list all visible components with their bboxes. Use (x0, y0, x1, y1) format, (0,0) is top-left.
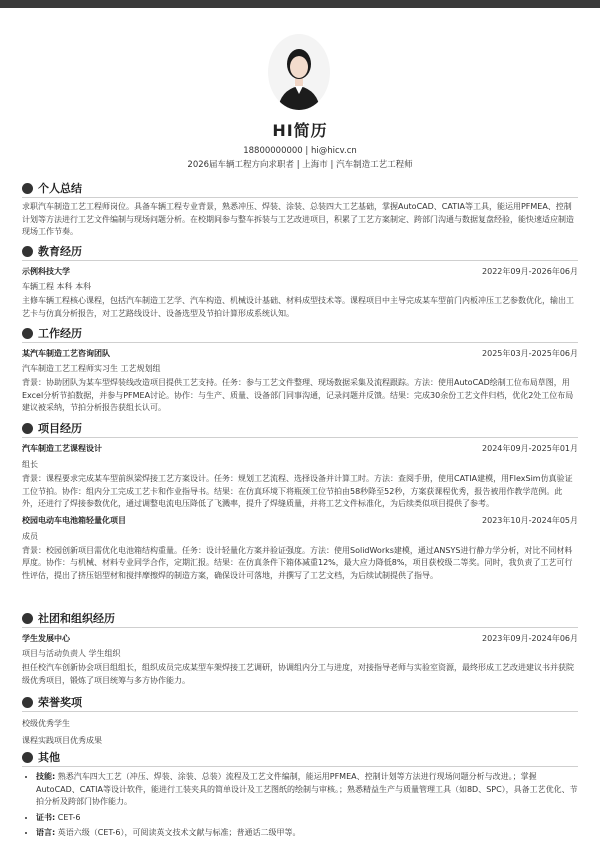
education-section (22, 244, 578, 320)
section-title: 社团和组织经历 (38, 612, 115, 625)
project-desc: 背景：校园创新项目需优化电池箱结构重量。任务：设计轻量化方案并验证强度。方法：使用SolidWorks建模，通过ANSYS进行静力学分析，对比不同材料厚度。协作：与机械、材料专业同学合作，定期汇报。结果：在仿真条件下箱体减重12%，最大应力降低8%，项目获校级二等奖。同时，我负责了工艺可行性评估，提出了挤压铝型材和搅拌摩擦焊的制造方案，确保设计可落地，并撰写了工艺文档，为后续试制提供了指导。 (22, 545, 573, 580)
briefcase-icon (22, 328, 33, 339)
section-header (22, 421, 578, 438)
skill-label: 技能: (36, 772, 56, 781)
section-header (22, 750, 578, 767)
work-desc: 背景：协助团队为某车型焊装线改造项目提供工艺支持。任务：参与工艺文件整理、现场数据采集及流程跟踪。方法：使用AutoCAD绘制工位布局草图，用Excel分析节拍数据，并参与PFMEA讨论。协作：与生产、质量、设备部门同事沟通，记录问题并反馈。结果：完成30余份工艺文件归档，优化2处工位布局建议被采纳，节拍分析报告获组长认可。 (22, 378, 574, 412)
org-name: 学生发展中心 (22, 634, 70, 643)
work-date: 2025年03月-2025年06月 (482, 349, 578, 358)
education-row (22, 265, 578, 278)
org-desc: 担任校汽车创新协会项目组组长，组织成员完成某型车架焊接工艺调研，协调组内分工与进度，对接指导老师与实验室资源，最终形成工艺改进建议书并获院级优秀项目，锻炼了项目统筹与多方协作能力。 (22, 663, 574, 685)
education-icon (22, 246, 33, 257)
summary-text: 求职汽车制造工艺工程师岗位。具备车辆工程专业背景，熟悉冲压、焊装、涂装、总装四大工艺基础，掌握AutoCAD、CATIA等工具，能运用PFMEA、控制计划等方法进行工艺文件编制与现场问题分析。在校期间参与整车拆装与工艺改进项目，积累了工艺方案制定、跨部门沟通与数据复盘经验，能快速适应制造现场工作节奏。 (22, 202, 574, 236)
resume-name: HI简历 (272, 121, 328, 140)
org-row (22, 632, 578, 645)
other-list (22, 771, 578, 840)
contact-target: 2026届车辆工程方向求职者 | 上海市 | 汽车制造工艺工程师 (187, 160, 413, 170)
list-item (36, 771, 578, 809)
avatar (268, 34, 330, 110)
section-header (22, 326, 578, 343)
project-icon (22, 423, 33, 434)
project-role: 组长 (22, 460, 38, 469)
education-desc: 主修车辆工程核心课程，包括汽车制造工艺学、汽车构造、机械设计基础、材料成型技术等。课程项目中主导完成某车型前门内板冲压工艺参数优化，输出工艺卡与仿真分析报告，对工艺路线设计、设备选型及节拍计算形成系统认知。 (22, 296, 574, 318)
awards-section (22, 695, 578, 747)
project-date: 2024年09月-2025年01月 (482, 444, 578, 453)
award-item: 课程实践项目优秀成果 (22, 736, 102, 745)
person-icon (22, 183, 33, 194)
top-bar (0, 0, 600, 8)
section-title: 其他 (38, 751, 60, 764)
project-role: 成员 (22, 531, 38, 541)
project-row (22, 514, 578, 527)
project-row (22, 442, 578, 455)
org-role: 项目与活动负责人 学生组织 (22, 649, 121, 658)
project-name: 汽车制造工艺课程设计 (22, 444, 102, 453)
org-section (22, 611, 578, 687)
other-section (22, 750, 578, 840)
list-item (36, 827, 578, 840)
contact-phone-email: 18800000000 | hi@hicv.cn (243, 146, 357, 156)
org-date: 2023年09月-2024年06月 (482, 634, 578, 643)
section-header (22, 611, 578, 628)
cert-text: CET-6 (57, 812, 81, 822)
project-date: 2023年10月-2024年05月 (482, 515, 578, 525)
project-desc: 背景：课程要求完成某车型前纵梁焊接工艺方案设计。任务：规划工艺流程、选择设备并计算工时。方法：查阅手册，使用CATIA建模，用FlexSim仿真验证工位节拍。协作：组内分工完成工艺卡和作业指导书。结果：在仿真环境下将瓶颈工位节拍由58秒降至52秒，方案获课程优秀，报告被用作教学范例。此外，还进行了焊接参数优化，通过调整电流电压降低了飞溅率，提升了焊缝质量，并将工艺文件标准化，为后续类似项目提供了参考。 (22, 474, 573, 508)
work-row (22, 347, 578, 360)
group-icon (22, 613, 33, 624)
language-text: 英语六级（CET-6），可阅读英文技术文献与标准；普通话二级甲等。 (57, 828, 301, 837)
list-item (36, 812, 578, 825)
award-item: 校级优秀学生 (22, 719, 70, 728)
section-title: 个人总结 (38, 182, 82, 195)
company-name: 某汽车制造工艺咨询团队 (22, 349, 110, 358)
section-header (22, 695, 578, 712)
section-header (22, 244, 578, 261)
project-section (22, 421, 578, 582)
award-icon (22, 697, 33, 708)
cert-label: 证书: (36, 812, 56, 822)
section-title: 荣誉奖项 (38, 696, 82, 709)
language-label: 语言: (36, 828, 56, 837)
work-role: 汽车制造工艺工程师实习生 工艺规划组 (22, 364, 161, 373)
summary-section (22, 181, 578, 239)
section-title: 工作经历 (38, 327, 82, 340)
education-date: 2022年09月-2026年06月 (482, 267, 578, 276)
contact-info (0, 144, 600, 172)
education-major: 车辆工程 本科 本科 (22, 282, 92, 291)
info-icon (22, 752, 33, 763)
project-name: 校园电动车电池箱轻量化项目 (22, 515, 126, 525)
work-section (22, 326, 578, 415)
school-name: 示例科技大学 (22, 267, 70, 276)
skill-text: 熟悉汽车四大工艺（冲压、焊装、涂装、总装）流程及工艺文件编制，能运用PFMEA、控制计划等方法进行现场问题分析与改进。；掌握AutoCAD、CATIA等设计软件，能进行工装夹具的简单设计及工艺图纸的绘制与审核。；熟悉精益生产与质量管理工具（如8D、SPC），具备工艺优化、节拍分析及跨部门协作能力。 (36, 772, 578, 806)
section-title: 教育经历 (38, 245, 82, 258)
section-title: 项目经历 (38, 422, 82, 435)
section-header (22, 181, 578, 198)
